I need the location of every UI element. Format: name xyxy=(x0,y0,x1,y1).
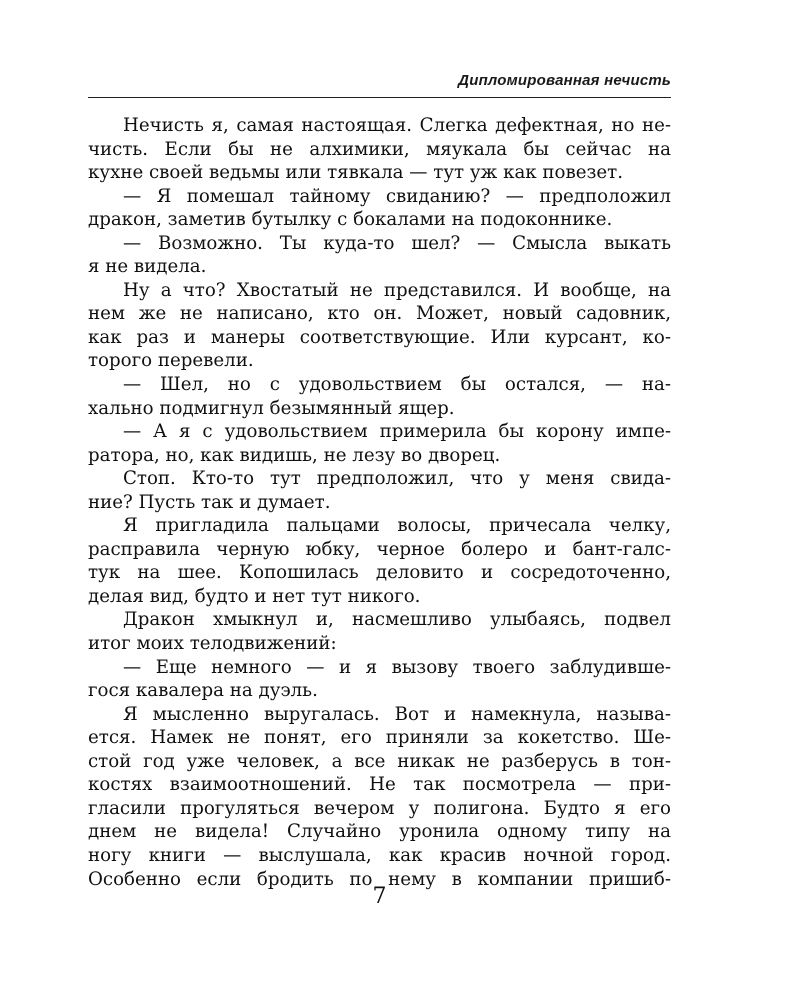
text-line: Особенно если бродить по нему в компании пришиб- xyxy=(88,868,671,890)
text-line: — Я помешал тайному свиданию? — предположил xyxy=(123,185,671,207)
text-line: ратора, но, как видишь, не лезу во дворец. xyxy=(88,444,501,466)
running-head-title: Дипломированная нечисть xyxy=(458,72,671,89)
text-line: кухне своей ведьмы или тявкала — тут уж как повезет. xyxy=(88,162,624,184)
text-line: как раз и манеры соответствующие. Или курсант, ко- xyxy=(88,326,671,348)
text-line: торого перевели. xyxy=(88,350,254,372)
text-line: — Еще немного — и я вызову твоего заблудивше- xyxy=(123,656,671,678)
header-rule xyxy=(88,97,671,98)
text-line: гласили прогуляться вечером у полигона. Будто я его xyxy=(88,797,671,819)
text-line: расправила черную юбку, черное болеро и бант-галс- xyxy=(88,538,671,560)
text-line: чисть. Если бы не алхимики, мяукала бы сейчас на xyxy=(88,138,671,160)
text-line: — Шел, но с удовольствием бы остался, — на- xyxy=(123,374,671,396)
text-line: ется. Намек не понят, его приняли за кокетство. Ше- xyxy=(88,727,671,749)
text-line: ние? Пусть так и думает. xyxy=(88,491,331,513)
text-line: дракон, заметив бутылку с бокалами на подоконнике. xyxy=(88,209,613,231)
text-line: стой год уже человек, а все никак не разберусь в тон- xyxy=(88,750,671,772)
text-line: Нечисть я, самая настоящая. Слегка дефектная, но не- xyxy=(123,115,671,136)
text-line: Дракон хмыкнул и, насмешливо улыбаясь, подвел xyxy=(123,609,671,631)
text-line: гося кавалера на дуэль. xyxy=(88,680,318,702)
text-line: днем не видела! Случайно уронила одному типу на xyxy=(88,821,671,843)
text-line: делая вид, будто и нет тут никого. xyxy=(88,585,421,607)
text-line: — А я с удовольствием примерила бы корону импе- xyxy=(123,421,671,443)
text-line: хально подмигнул безымянный ящер. xyxy=(88,397,455,419)
text-line: ногу книги — выслушала, как красив ночной город. xyxy=(88,844,671,866)
text-line: нем же не написано, кто он. Может, новый садовник, xyxy=(88,303,671,325)
text-line: Ну а что? Хвостатый не представился. И вообще, на xyxy=(123,279,671,301)
text-line: Стоп. Кто-то тут предположил, что у меня свида- xyxy=(123,468,671,490)
text-line: Я мысленно выругалась. Вот и намекнула, называ- xyxy=(123,703,671,725)
text-line: итог моих телодвижений: xyxy=(88,633,337,655)
text-line: — Возможно. Ты куда-то шел? — Смысла выкать xyxy=(123,232,671,254)
page-number: 7 xyxy=(372,884,387,909)
text-line: костях взаимоотношений. Не так посмотрела — при- xyxy=(88,774,671,796)
body-text xyxy=(88,114,671,891)
text-line: тук на шее. Копошилась деловито и сосредоточенно, xyxy=(88,562,671,584)
text-line: Я пригладила пальцами волосы, причесала челку, xyxy=(123,515,671,537)
text-line: я не видела. xyxy=(88,256,207,278)
